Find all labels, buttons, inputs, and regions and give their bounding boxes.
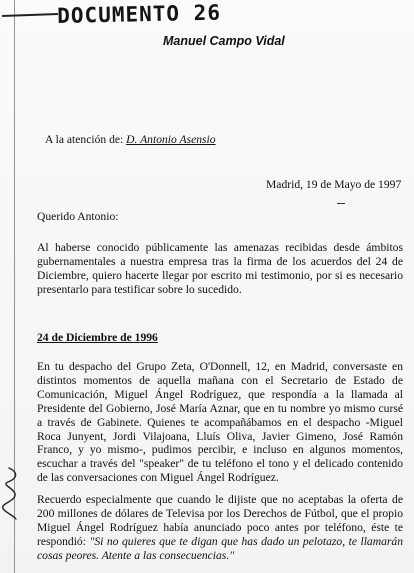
body-paragraph-2-text: Recuerdo especialmente que cuando le dijiste que no aceptabas la oferta de 200 millones de dólares de Televisa por los Derechos de Fútbol, que el propio Miguel Ángel Rodríguez había anunciado poco antes por teléfono, éste te respondió:	[37, 493, 403, 548]
intro-paragraph: Al haberse conocido públicamente las amenazas recibidas desde ámbitos gubernamentales a nuestra empresa tras la firma de los acuerdos del 24 de Diciembre, quiero hacerte llegar por escrito mi testimonio, por si es necesario presentarlo para testificar sobre lo sucedido.	[37, 241, 403, 296]
attention-line	[45, 133, 216, 147]
date-mark	[337, 203, 345, 204]
margin-handwritten-mark	[0, 466, 22, 526]
attention-prefix: A la atención de:	[45, 133, 124, 146]
quoted-threat: "Si no quieres que te digan que has dado un pelotazo, te llamarán cosas peores. Atente a las consecuencias."	[37, 534, 403, 562]
section-heading: 24 de Diciembre de 1996	[37, 331, 158, 344]
handwritten-title: DOCUMENTO 26	[57, 0, 222, 28]
salutation: Querido Antonio:	[37, 210, 119, 223]
author-name: Manuel Campo Vidal	[163, 34, 285, 48]
handwritten-stroke	[2, 13, 58, 17]
body-paragraph-1: En tu despacho del Grupo Zeta, O'Donnell, 12, en Madrid, conversaste en distintos momentos de aquella mañana con el Secretario de Estado de Comunicación, Miguel Ángel Rodríguez, que respondía a la llamada al Presidente del Gobierno, José María Aznar, que en tu nombre yo mismo cursé a través de Gabinete. Quienes te acompañábamos en el despacho -Miguel Roca Junyent, Jordi Vilajoana, Lluís Oliva, Javier Gimeno, José Ramón Franco, y yo mismo-, pudimos percibir, e incluso en algunos momentos, escuchar a través del "speaker" de tu teléfono el tono y el delicado contenido de las conversaciones con Miguel Ángel Rodríguez.	[37, 360, 403, 485]
attention-name: D. Antonio Asensio	[126, 133, 216, 146]
letter-date: Madrid, 19 de Mayo de 1997	[266, 178, 402, 191]
body-paragraph-2	[37, 493, 403, 563]
